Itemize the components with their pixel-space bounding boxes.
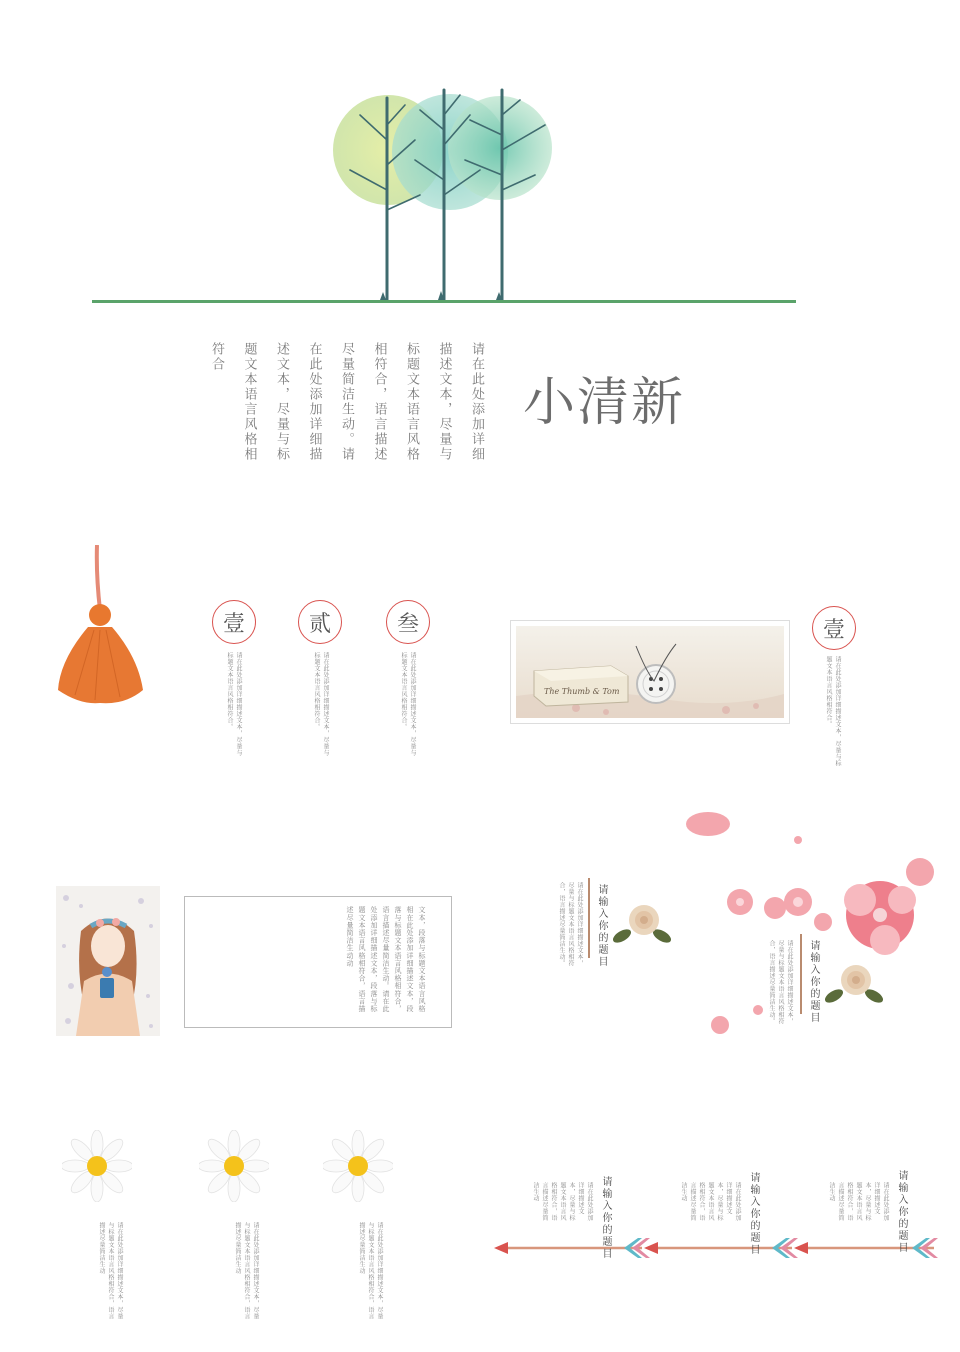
ground-line: [92, 300, 796, 303]
rose-illustration: [610, 898, 678, 954]
hero-column: 描述文本，尽量与: [436, 342, 452, 462]
daisy-illustration: [62, 1130, 132, 1202]
box-label: The Thumb & Tom: [544, 687, 620, 696]
numeral-description: 请在此处添加详细描述文本，尽量与标题文本语言风格相符合。: [313, 652, 329, 756]
accent-bar: [800, 934, 802, 1014]
daisy-illustration: [199, 1130, 269, 1202]
daisy-description: 请在此处添加详细描述文本，尽量与标题文本语言风格相符合，语言描述尽量简洁生动: [234, 1222, 259, 1320]
hero-column: 标题文本语言风格: [404, 342, 419, 462]
hero-column: 相符合，语言描述: [371, 342, 387, 462]
numeral-description: 请在此处添加详细描述文本，尽量与标题文本语言风格相符合。: [226, 652, 242, 756]
numeral-circle: 叁: [386, 600, 430, 644]
hero-title: 小清新: [523, 373, 686, 433]
photo-frame: [510, 620, 790, 724]
girl-portrait-illustration: [56, 886, 160, 1036]
daisy-description: 请在此处添加详细描述文本，尽量与标题文本语言风格相符合，语言描述尽量简洁生动: [98, 1222, 123, 1320]
watercolor-trees-illustration: [320, 70, 570, 310]
hero-column: 请在此处添加详细: [469, 342, 484, 462]
section-title: 请输入你的题目: [808, 940, 819, 1024]
section-title: 请输入你的题目: [596, 884, 607, 968]
numeral-circle: 贰: [298, 600, 342, 644]
side-numeral-circle: 壹: [812, 606, 856, 650]
hero-column: 符合: [209, 342, 224, 372]
tassel-illustration: [50, 545, 150, 715]
arrow-section-description: 请在此处添加详细描述文本，尽量与标题文本语言风格相符合，语言描述尽量简洁生动: [828, 1182, 889, 1221]
text-box-content: 文本，段落与标题文本语言风格相在此处添加详细描述文本，段落与标题文本语言风格相符合，语言描述尽量简洁生动。请在此处添加详细描述文本，段落与标题文本语言风格相符合，语言描述尽量简洁生动动: [346, 906, 426, 1013]
arrow-section-description: 请在此处添加详细描述文本，尽量与标题文本语言风格相符合，语言描述尽量简洁生动: [532, 1182, 593, 1221]
button-and-box-photo: [516, 626, 784, 718]
arrow-section-title: 请输入你的题目: [896, 1170, 907, 1254]
section-description: 请在此处添加详细描述文本，尽量与标题文本语言风格相符合，语言描述尽量简洁生动。: [558, 882, 583, 967]
numeral-circle: 壹: [212, 600, 256, 644]
arrow-section-title: 请输入你的题目: [600, 1176, 611, 1260]
hero-column: 在此处添加详细描: [306, 342, 322, 462]
daisy-illustration: [323, 1130, 393, 1202]
hero-column: 题文本语言风格相: [241, 342, 257, 462]
hero-description: [196, 342, 486, 472]
section-description: 请在此处添加详细描述文本，尽量与标题文本语言风格相符合，语言描述尽量简洁生动。: [768, 940, 793, 1025]
accent-bar: [588, 878, 590, 958]
hero-column: 尽量简洁生动。请: [339, 342, 354, 462]
daisy-description: 请在此处添加详细描述文本，尽量与标题文本语言风格相符合，语言描述尽量简洁生动: [358, 1222, 383, 1320]
numeral-description: 请在此处添加详细描述文本，尽量与标题文本语言风格相符合。: [400, 652, 416, 756]
arrow-section-description: 请在此处添加详细描述文本，尽量与标题文本语言风格相符合，语言描述尽量简洁生动: [680, 1182, 741, 1221]
rose-illustration: [822, 958, 890, 1014]
arrow-section-title: 请输入你的题目: [748, 1172, 759, 1256]
hero-column: 述文本，尽量与标: [274, 342, 289, 462]
arrow-divider-illustration: [494, 1228, 944, 1264]
side-description: 请在此处添加详细描述文本，尽量与标题文本语言风格相符合。: [825, 656, 841, 767]
